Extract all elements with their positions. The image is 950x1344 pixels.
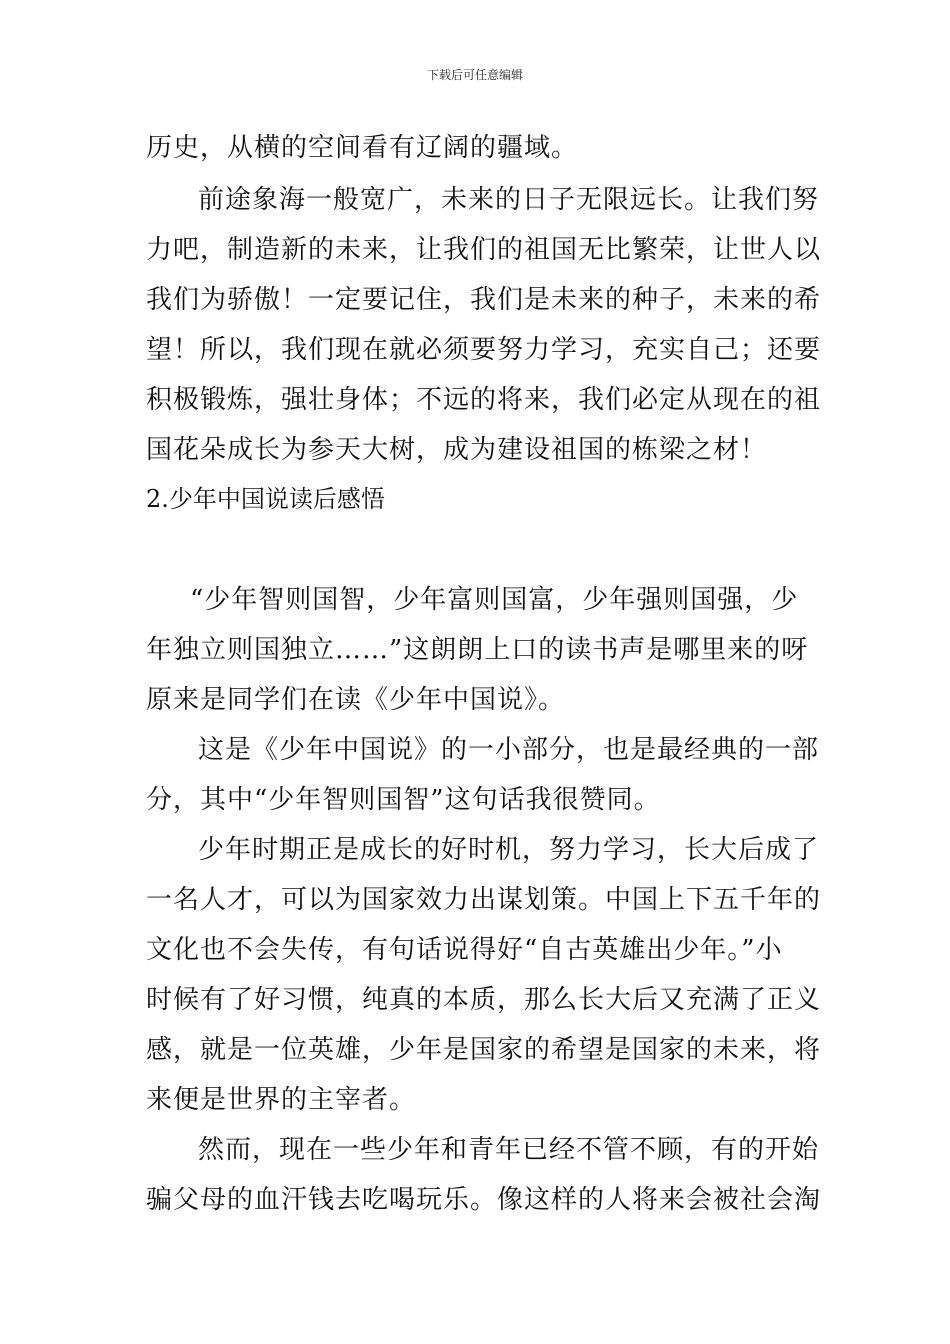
paragraph-line: 积极锻炼，强壮身体；不远的将来，我们必定从现在的祖 <box>146 385 822 415</box>
paragraph-line: 年独立则国独立……”这朗朗上口的读书声是哪里来的呀 <box>146 635 809 665</box>
paragraph-line: 这是《少年中国说》的一小部分，也是最经典的一部 <box>198 735 820 765</box>
paragraph-line: 少年时期正是成长的好时机，努力学习，长大后成了 <box>198 835 820 865</box>
section-heading: 2.少年中国说读后感悟 <box>146 485 385 513</box>
paragraph-line: 分，其中“少年智则国智”这句话我很赞同。 <box>146 785 661 815</box>
paragraph-line: 时候有了好习惯，纯真的本质，那么长大后又充满了正义 <box>146 985 822 1015</box>
paragraph-line: “少年智则国智，少年富则国富，少年强则国强，少 <box>190 585 799 615</box>
paragraph-line: 国花朵成长为参天大树，成为建设祖国的栋梁之材！ <box>146 435 768 465</box>
paragraph-line: 历史，从横的空间看有辽阔的疆域。 <box>146 133 579 163</box>
paragraph-line: 力吧，制造新的未来，让我们的祖国无比繁荣，让世人以 <box>146 235 822 265</box>
paragraph-line: 感，就是一位英雄，少年是国家的希望是国家的未来，将 <box>146 1035 822 1065</box>
paragraph-line: 原来是同学们在读《少年中国说》。 <box>146 685 566 715</box>
paragraph-line: 我们为骄傲！一定要记住，我们是未来的种子，未来的希 <box>146 285 822 315</box>
paragraph-line: 然而，现在一些少年和青年已经不管不顾，有的开始 <box>198 1135 820 1165</box>
paragraph-line: 一名人才，可以为国家效力出谋划策。中国上下五千年的 <box>146 885 822 915</box>
paragraph-line: 望！所以，我们现在就必须要努力学习，充实自己；还要 <box>146 335 822 365</box>
paragraph-line: 来便是世界的主宰者。 <box>146 1085 417 1115</box>
paragraph-line: 文化也不会失传，有句话说得好“自古英雄出少年。”小 <box>146 935 783 965</box>
page-header: 下载后可任意编辑 <box>426 68 523 82</box>
paragraph-line: 前途象海一般宽广，未来的日子无限远长。让我们努 <box>198 185 820 215</box>
paragraph-line: 骗父母的血汗钱去吃喝玩乐。像这样的人将来会被社会淘 <box>146 1185 822 1215</box>
